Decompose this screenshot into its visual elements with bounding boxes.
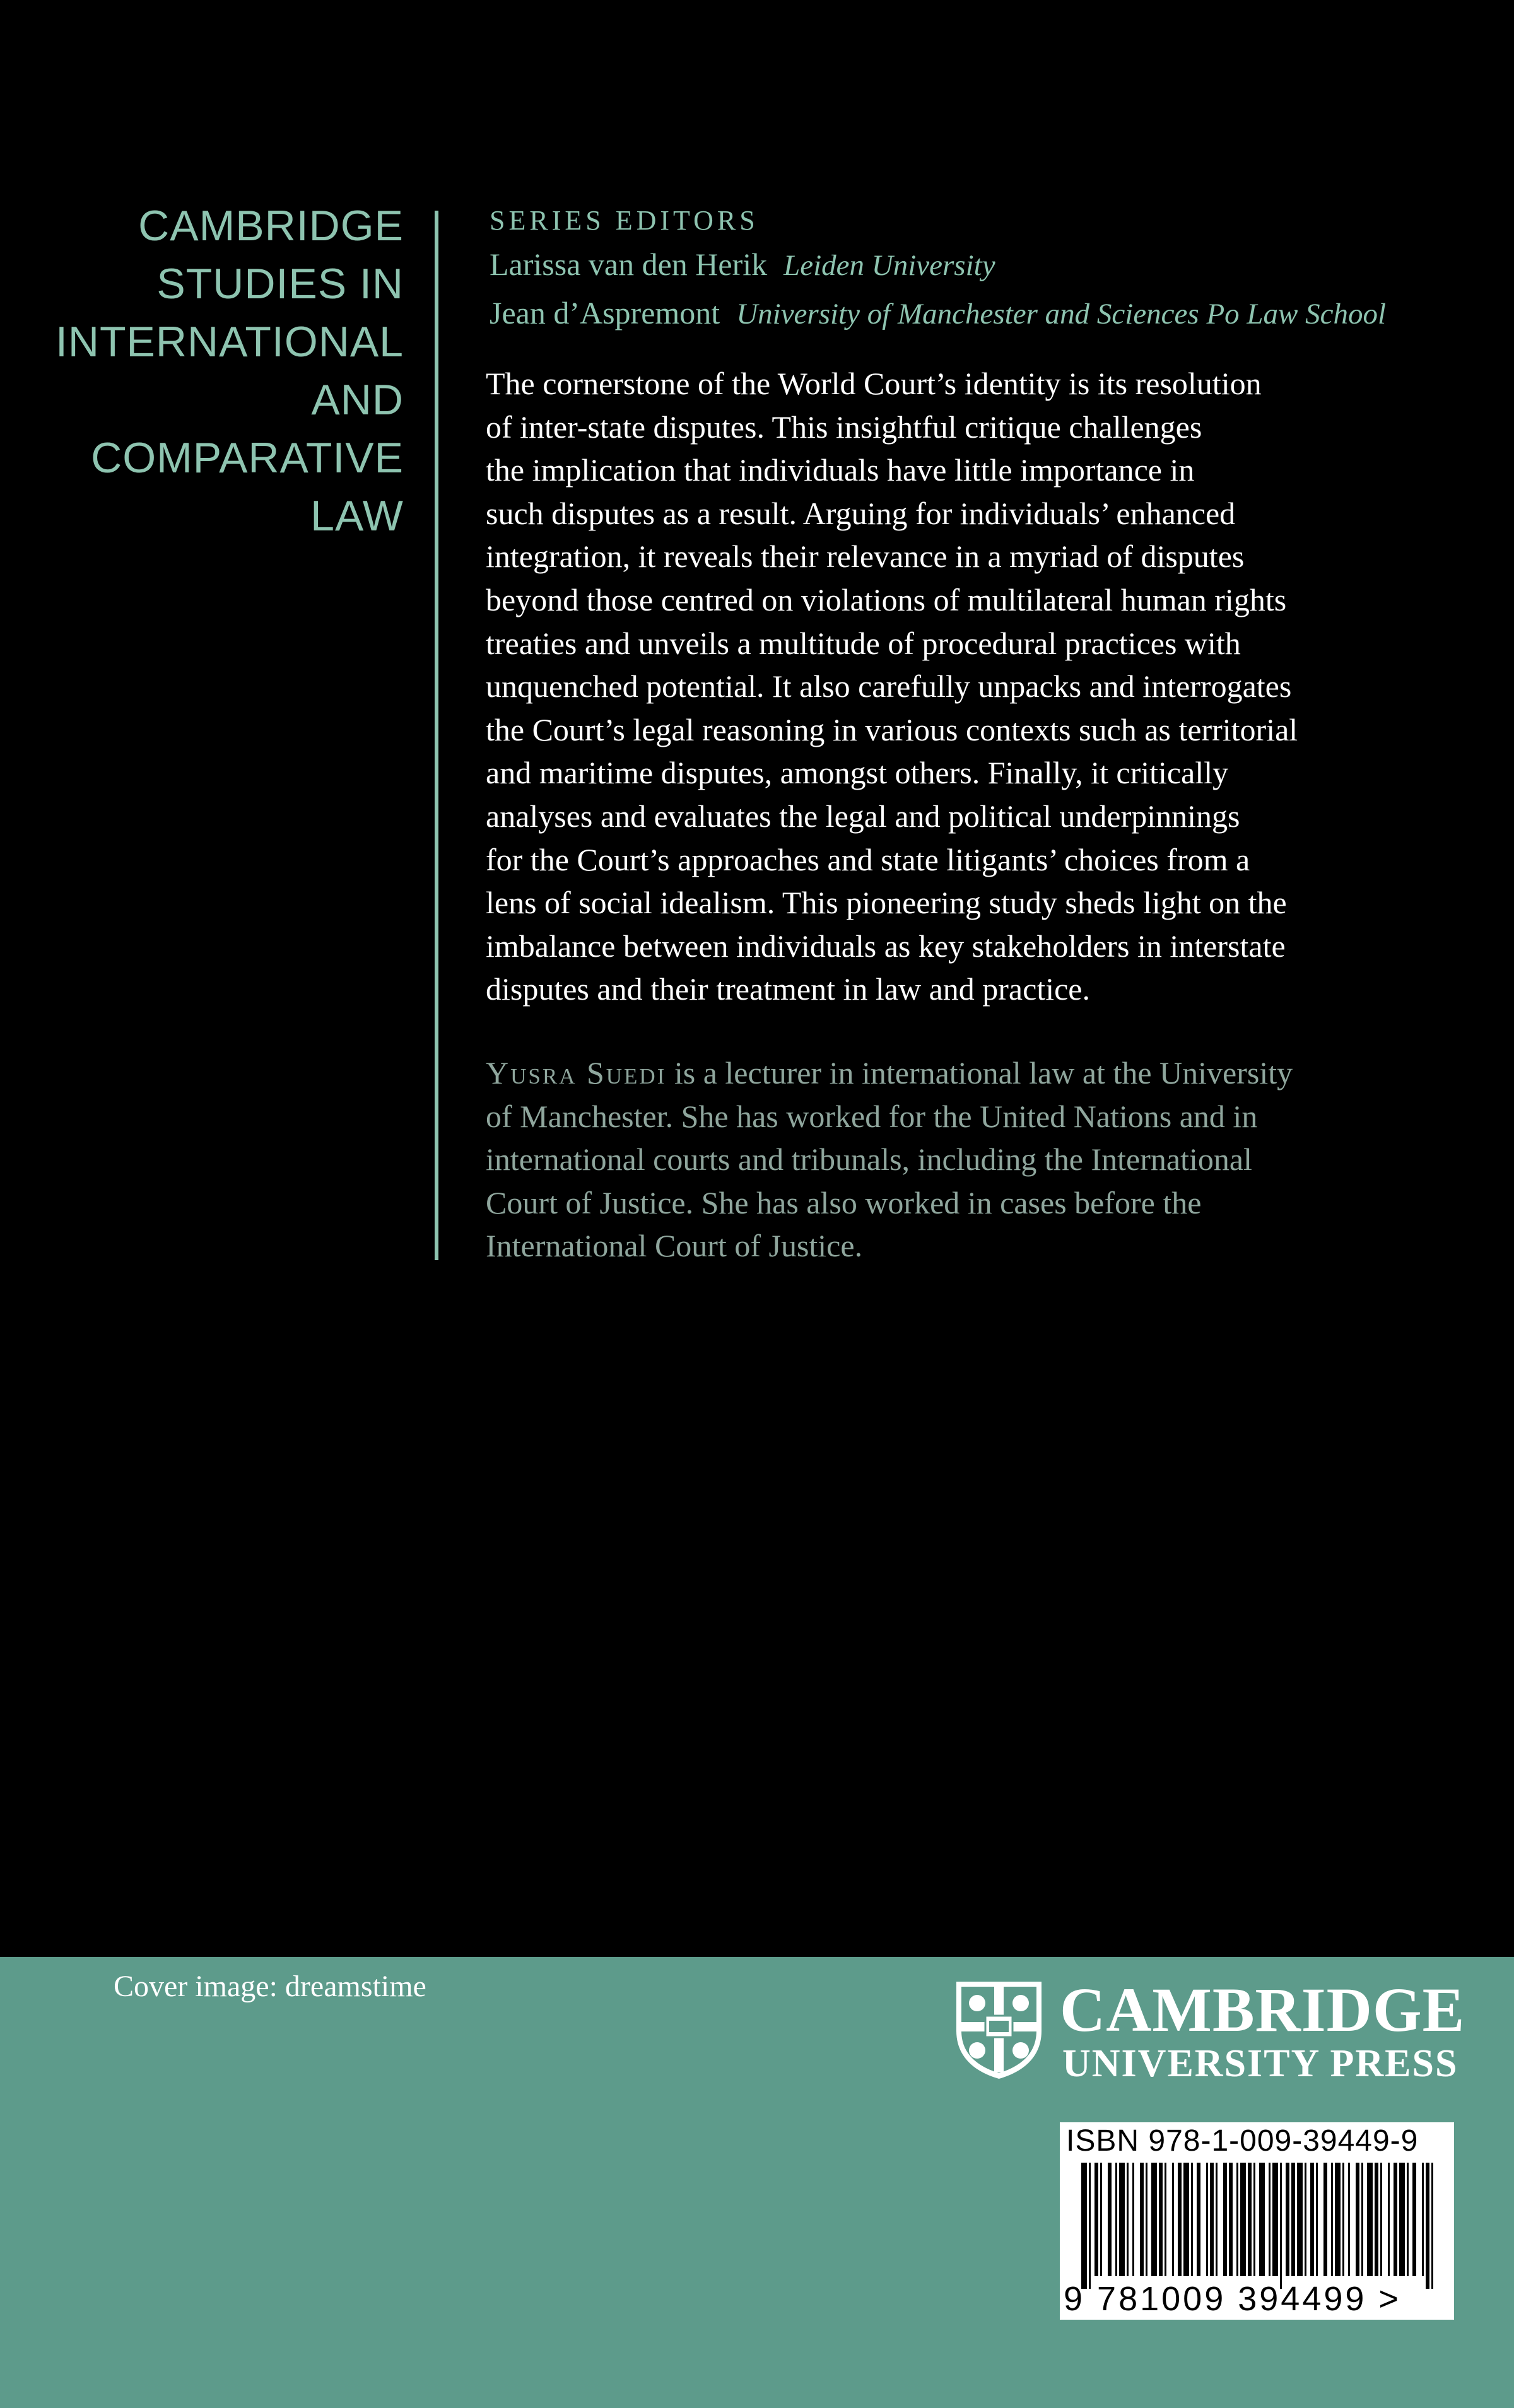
barcode-bar [1412,2163,1416,2276]
blurb-line: the implication that individuals have little importance in [486,452,1195,488]
author-bio [486,1051,1293,1268]
barcode-bar [1291,2163,1295,2276]
barcode-bar [1100,2163,1102,2276]
blurb-line: for the Court’s approaches and state litigants’ choices from a [486,841,1250,877]
barcode-bar [1115,2163,1117,2276]
barcode-bar [1140,2163,1144,2276]
blurb-line: treaties and unveils a multitude of procedural practices with [486,625,1241,661]
barcode-bar [1310,2163,1314,2276]
barcode-bar [1248,2163,1252,2276]
barcode-bar [1323,2163,1327,2276]
barcode-bar [1089,2163,1091,2289]
barcode-bar [1229,2163,1233,2276]
barcode [1060,2122,1454,2320]
blurb-line: of inter-state disputes. This insightful critique challenges [486,409,1202,445]
barcode-bar [1210,2163,1214,2276]
author-name: Yusra Suedi [486,1055,667,1090]
barcode-bar [1094,2163,1098,2276]
series-title [50,197,404,545]
blurb-line: unquenched potential. It also carefully unpacks and interrogates [486,669,1292,704]
barcode-bar [1269,2163,1270,2276]
editor-name: Larissa van den Herik [490,247,768,282]
barcode-bar [1426,2163,1429,2289]
isbn-text: ISBN 978-1-009-39449-9 [1066,2124,1419,2158]
barcode-bar [1178,2163,1182,2276]
barcode-bar [1253,2163,1255,2276]
barcode-bar [1165,2163,1166,2276]
barcode-bar [1272,2163,1278,2276]
barcode-bar [1407,2163,1409,2276]
vertical-divider [435,211,438,1260]
bio-line: of Manchester. She has worked for the United Nations and in [486,1098,1258,1134]
barcode-bar [1151,2163,1157,2276]
series-title-line: AND [311,376,404,424]
publisher-name: CAMBRIDGE [1060,1975,1465,2045]
barcode-bar [1223,2163,1227,2276]
bio-text: is a lecturer in international law at the University [666,1055,1293,1090]
barcode-bar [1375,2163,1378,2276]
barcode-bar [1297,2163,1303,2276]
barcode-bar [1399,2163,1405,2276]
blurb-line: imbalance between individuals as key stakeholders in interstate [486,928,1286,964]
series-title-line: STUDIES IN [156,260,404,308]
barcode-bar [1367,2163,1373,2276]
barcode-bar [1081,2163,1087,2289]
blurb-line: beyond those centred on violations of multilateral human rights [486,582,1287,617]
barcode-bar [1422,2163,1424,2276]
barcode-bar [1380,2163,1382,2276]
bio-line [486,1051,1293,1095]
blurb-line: such disputes as a result. Arguing for individuals’ enhanced [486,495,1236,531]
barcode-bar [1108,2163,1112,2276]
barcode-bar [1127,2163,1129,2276]
barcode-bar [1342,2163,1344,2276]
cambridge-crest-icon [954,1979,1044,2080]
blurb-line: the Court’s legal reasoning in various contexts such as territorial [486,711,1298,747]
editor-row [490,289,1386,338]
bio-line: International Court of Justice. [486,1228,863,1264]
barcode-bar [1172,2163,1174,2276]
series-title-line: INTERNATIONAL [55,318,404,366]
barcode-bar [1316,2163,1318,2276]
barcode-bar [1286,2163,1289,2276]
blurb-line: The cornerstone of the World Court’s identity is its resolution [486,366,1262,401]
cover-credit: Cover image: dreamstime [114,1970,426,2003]
barcode-bar [1191,2163,1193,2276]
barcode-bar [1348,2163,1350,2276]
barcode-bar [1280,2163,1282,2289]
blurb-line: integration, it reveals their relevance in a myriad of disputes [486,539,1245,575]
blurb-line: lens of social idealism. This pioneering study sheds light on the [486,885,1287,921]
barcode-bar [1183,2163,1189,2276]
barcode-bar [1361,2163,1363,2276]
barcode-bar [1240,2163,1246,2276]
barcode-bar [1197,2163,1200,2276]
editor-name: Jean d’Aspremont [490,295,720,330]
blurb-line: disputes and their treatment in law and practice. [486,971,1090,1007]
publisher-logo [954,1975,1514,2085]
barcode-bar [1394,2163,1397,2276]
barcode-bar [1259,2163,1265,2276]
barcode-bar [1159,2163,1163,2276]
blurb-line: analyses and evaluates the legal and political underpinnings [486,798,1240,834]
series-title-line: LAW [310,492,404,540]
barcode-bar [1206,2163,1208,2276]
editor-affiliation: Leiden University [783,249,995,282]
barcode-bar [1132,2163,1134,2276]
publisher-subtitle: UNIVERSITY PRESS [1062,2042,1458,2085]
barcode-bar [1335,2163,1341,2276]
series-title-line: CAMBRIDGE [138,202,404,250]
barcode-bar [1216,2163,1218,2276]
barcode-bar [1388,2163,1390,2276]
bio-line: international courts and tribunals, including the International [486,1142,1252,1178]
barcode-bar [1331,2163,1333,2276]
barcode-digits: 9 781009 394499 > [1064,2280,1401,2318]
barcode-bar [1236,2163,1238,2276]
editors-heading: SERIES EDITORS [490,205,759,236]
book-description [486,362,1298,1011]
editor-affiliation: University of Manchester and Sciences Po Law School [736,298,1387,330]
barcode-bar [1146,2163,1147,2276]
series-title-line: COMPARATIVE [91,434,404,482]
barcode-bar [1431,2163,1433,2289]
barcode-bar [1305,2163,1306,2276]
editor-row [490,241,1386,289]
bio-line: Court of Justice. She has also worked in cases before the [486,1184,1202,1220]
barcode-bar [1356,2163,1359,2276]
series-editors [490,201,1386,338]
blurb-line: and maritime disputes, amongst others. Finally, it critically [486,755,1229,791]
barcode-bar [1119,2163,1125,2276]
